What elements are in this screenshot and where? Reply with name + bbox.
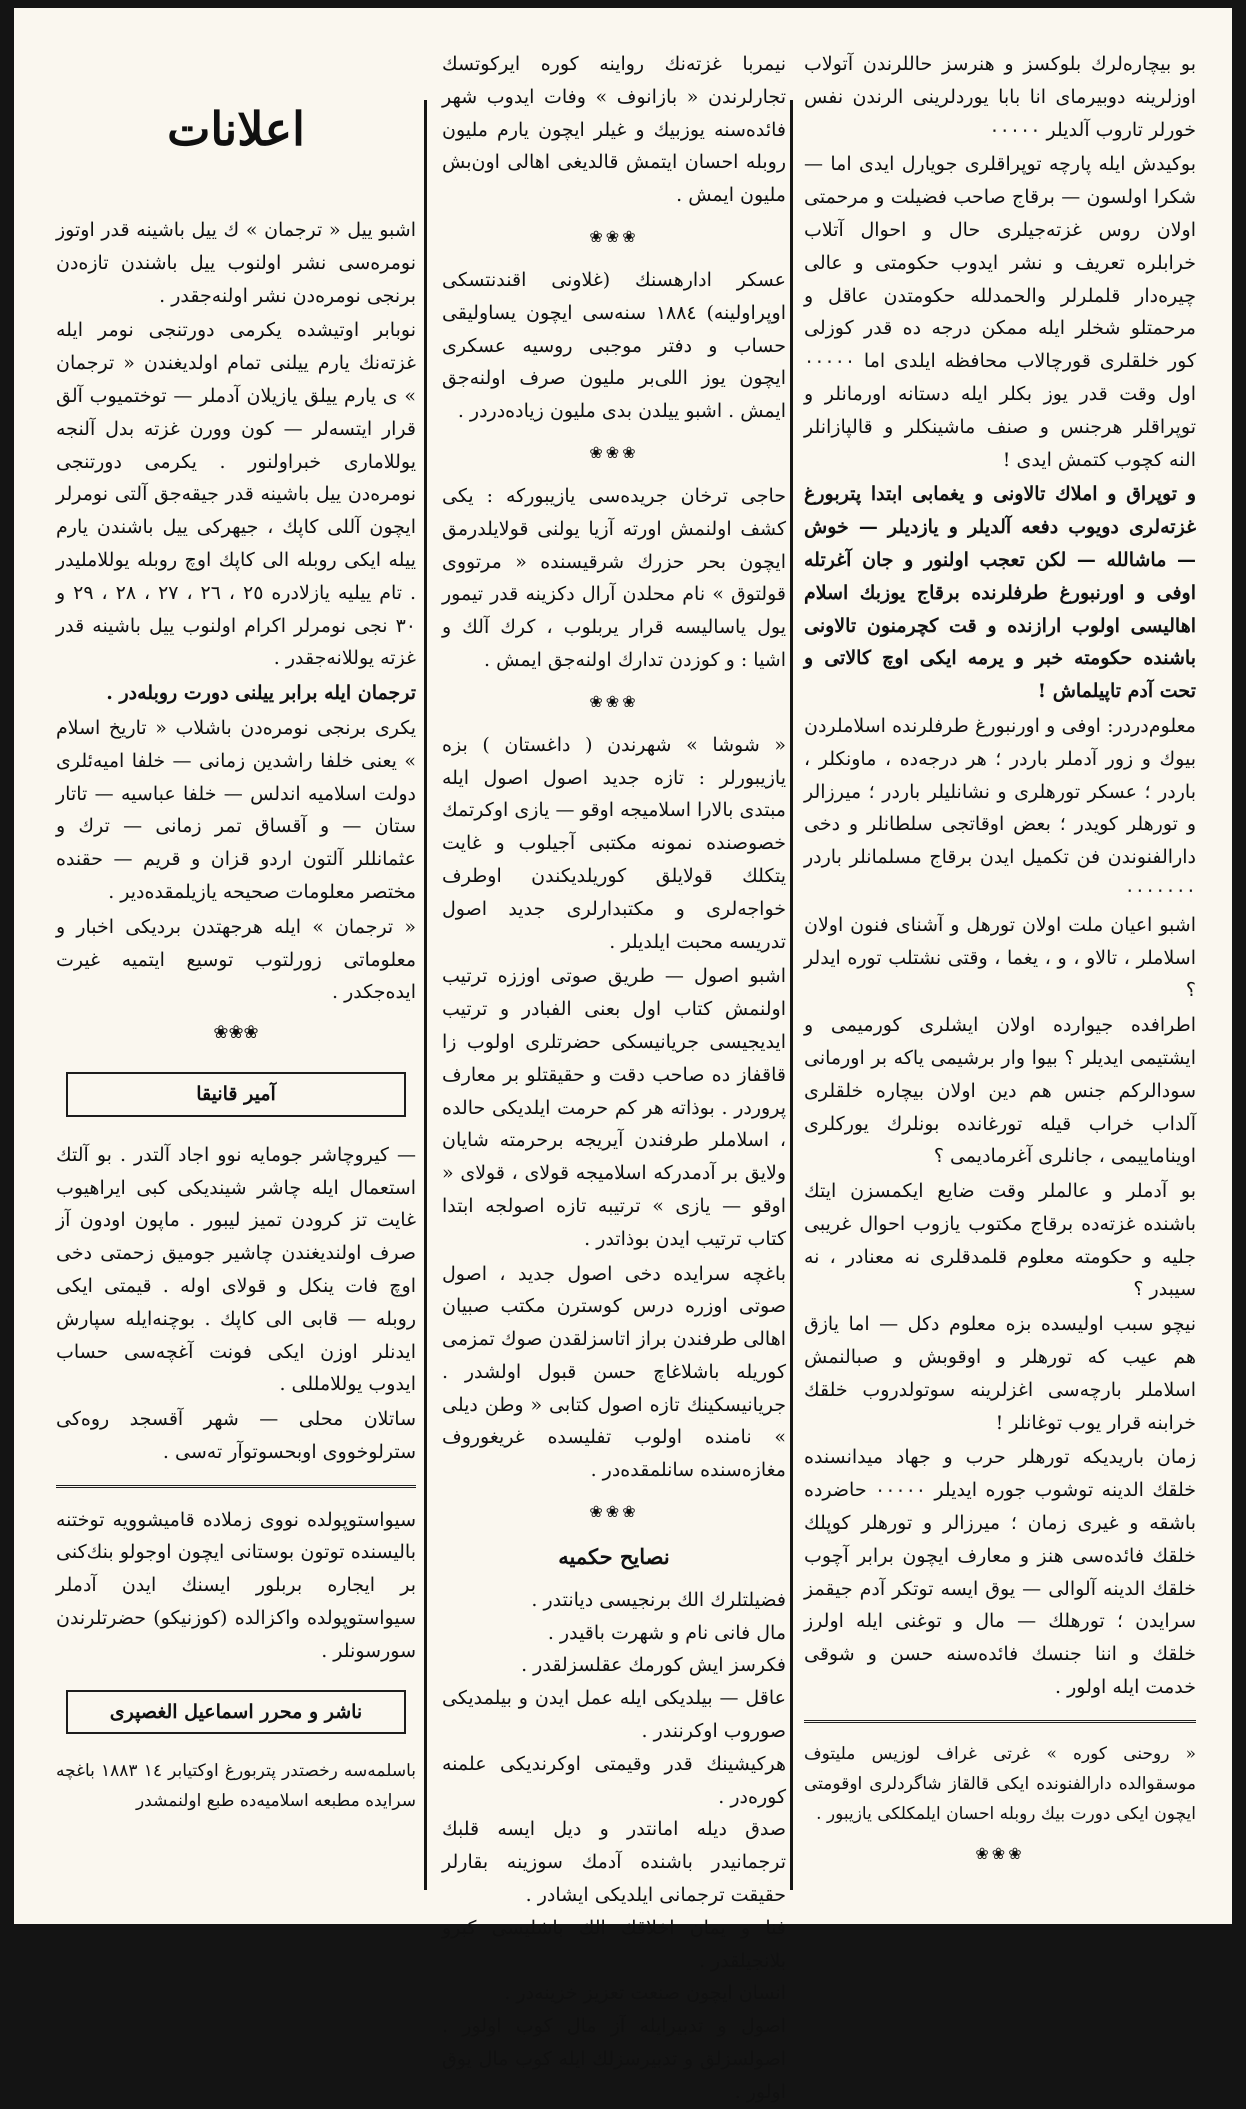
paragraph: « ترجمان » ایله هرجهتدن بردیکی اخبار و معلوماتی زورلتوب توسیع ایتمیه غیرت ایده‌جکدر .	[56, 915, 416, 1004]
list-item: انسان ایچون صنعت تعزیز خزینه‌در .	[504, 1982, 786, 2005]
paragraph: نیچو سبب اولیسده بزه معلوم دکل — اما یازق هم عیب که تورهلر و اوقوبش و صبالنمش اسلاملر بارچه‌سی اغزلرینه سوتولدروب خلقك خرابنه قرار یوب توغانلر !	[804, 1313, 1196, 1434]
paragraph: یکری برنجی نومره‌دن باشلاب « تاریخ اسلام » یعنی خلفا راشدین زمانی — خلفا امیه‌ئلری دولت اسلامیه اندلس — خلفا عباسیه — تاتار ستان — و آقساق تمر زمانی — ترك و عثمانللر آلتون اردو قزان و قریم — حقنده مختصر معلومات صحیحه یازیلمقده‌دیر .	[56, 716, 416, 903]
paragraph: اطرافده جیوارده اولان ایشلری کورمیمی و ایشتیمی ایدیلر ؟ بیوا وار برشیمی یاکه بر اورمانی سودالرکم جنس هم دین اولان بیچاره خلقلری آلداب خراب قیله تورغانده بونلرك یورکلری اویناماییمی ، جانلری آغرمادیمی ؟	[804, 1014, 1196, 1168]
section-masthead: اعلانات	[167, 102, 305, 156]
paragraph: و توپراق و املاك تالاونی و یغمابی ابتدا پتربورغ غزته‌لری دویوب دفعه آلدیلر و یازدیلر — خوش — ماشالله — لکن تعجب اولنور و جان آغرتله اوفی و اورنبورغ طرفلرنده برقاج یوزبك اسلام اهالیسی اولوب ارازنده و قت کچرمنون تالاونی باشنده حکومته خبر و یرمه ایکی اوچ کالاتی و تحت آدم تاپیلماش !	[804, 483, 1196, 703]
section-heading: نصایح حکمیه	[558, 1544, 670, 1570]
column-divider-right	[790, 100, 793, 1890]
paragraph: — کیروچاشر جومایه نوو اجاد آلتدر . بو آلتك استعمال ایله چاشر شیندیکی کبی ایراهیوب غایت تز کرودن تمیز لیبور . ماپون اودون آز صرف اولندیغندن چاشیر جومیق زحمتی دخی اوچ فات ینکل و قولای اوله . قیمتی ایکی روبله — قابی الی کاپك . بوچنه‌ایله سپارش ایدنلر اوزن ایکی فونت آغچه‌سی حساب ایدوب یوللامللی .	[56, 1143, 416, 1396]
column-left	[56, 48, 416, 1908]
newspaper-page	[14, 8, 1232, 2103]
paragraph: اشبو اعیان ملت اولان تورهل و آشنای فنون اولان اسلاملر ، تالاو ، و ، یغما ، وقتی نشتلب توره ایدلر ؟	[804, 913, 1196, 1002]
paragraph: اشبو ییل « ترجمان » ك ییل باشینه قدر اوتوز نومره‌سی نشر اولنوب ییل باشندن تازه‌دن برنجی نومره‌دن نشر اولنه‌جقدر .	[56, 219, 416, 307]
list-item: مال فانی نام و شهرت باقیدر .	[547, 1621, 786, 1644]
section-divider	[804, 1720, 1196, 1723]
ornament: ❀❀❀	[589, 442, 639, 462]
ornament: ❀❀❀	[589, 226, 639, 246]
paragraph: نوبابر اوتیشده یکرمی دورتنجی نومر ایله غزته‌نك یارم ییلنی تمام اولدیغندن « ترجمان » ی یارم ییلق یازیلان آدملر — توختمیوب آلق قرار ایتسه‌لر — کون وورن غزته بدل آلنجه یوللاماری خبراولنور . یکرمی دورتنجی نومره‌دن ییل باشینه قدر جیقه‌جق آلتی نومرلر ایچون آللی کاپك ، جیهرکی ییل باشندن یارم ییله ایکی روبله الی کاپك اوچ روبله یوللاملیدر . تام ییلیه یازلادره ۲٥ ، ۲٦ ، ۲۷ ، ۲۸ ، ۲۹ و ۳۰ نجی نومرلر اکرام اولنوب ییل باشینه قدر غزته یوللانه‌جقدر .	[56, 319, 417, 670]
paragraph: باغچه سرایده دخی اصول جدید ، اصول صوتی اوزره درس کوسترن مکتب صبیان اهالی طرفندن براز اتاسزلقدن صوك تمزمی کوریله باشلاغاچ حسن قبول اولشدر . جریانیسکینك تازه اصول کتابی « وطن دیلی » نامنده اولوب تفلیسده غریغوروف مغازه‌سنده سانلمقده‌در .	[442, 1262, 786, 1482]
column-middle	[442, 48, 786, 2103]
advert-title-box: آمیر قانیقا	[66, 1072, 406, 1117]
ornament: ❀❀❀	[589, 691, 639, 711]
list-item: عاقل — بیلدیکی ایله عمل ایدن و بیلمدیکی صوروب اوکرنندر .	[442, 1687, 786, 1743]
list-item: فکرسز ایش کورمك عقلسزلقدر .	[521, 1654, 786, 1677]
paragraph: ترجمان ایله برابر ییلنی دورت روبله‌در .	[106, 682, 416, 705]
paragraph: حاجی ترخان جریده‌سی یازیبورکه : یکی کشف اولنمش اورته آزیا یولنی قولایلدرمق ایچون بحر حزرك شرقیسنده « مرتووی قولتوق » نام محلدن آرال دکزینه قدر تیمور یول یاسالیسه قرار یربلوب ، کرك آلك و اشیا : و کوزدن تدارك اولنه‌جق ایمش .	[442, 484, 786, 671]
paragraph: بو بیچاره‌لرك بلوكسز و هنرسز حاللرندن آتولاب اوزلرینه دوبیرمای انا بابا یوردلرینی الرندن نفس خورلر تاروب آلدیلر ۰۰۰۰۰	[804, 53, 1196, 141]
list-item: هرکیشینك قدر وقیمتی اوکرندیکی علمنه کوره‌در .	[442, 1752, 786, 1808]
section-divider	[56, 1485, 416, 1488]
paragraph: بو آدملر و عالملر وقت ضایع ایکمسزن ایتك باشنده غزته‌ده برقاج مکتوب یازوب احوال غریبی جلیه و حکومته معلوم قلمدقلری نه معنادر ، نه سیبدر ؟	[804, 1180, 1196, 1301]
ornament: ❀❀❀	[589, 1502, 639, 1522]
paragraph: اشبو اصول — طریق صوتی اوززه ترتیب اولنمش کتاب اول بعنی الفبادر و ترتیب ایدیجیسی جریانیسکی حضرتلری اولوب زا قاقفاز ده صاحب دقت و حقیقتلو بر معارف پروردر . بوذاته هر کم حرمت ایلدیکی حالده ، اسلاملر طرفندن آیریجه برحرمته شایان ولایق بر آدمدرکه اسلامیجه قولای ، قولای « اوقو — یازی » ترتیبه تازه اصولجه ابتدا کتاب ترتیب ایدن بوذاتدر .	[442, 965, 786, 1250]
paragraph: زمان باریدیکه تورهلر حرب و جهاد میدانسنده خلقك الدینه توشوب جوره ایدیلر ۰۰۰۰۰ حاضرده باشقه و غیری زمان ؛ میرزالر و تورهلر كوپلك خلقك فائده‌سی هنز و معارف ایچون برابر آچوب خلقك الدینه آلوالی — یوق ایسه توتکر آدم جیقمز سرایدن ؛ تورهلك — مال و توغنی ایله اولرز خلقك و اننا جنسك فائده‌سنه حسن و شوقی خدمت ایله اولور .	[804, 1446, 1197, 1699]
column-divider-left	[424, 100, 427, 1890]
paragraph: ساتلان محلی — شهر آقسجد روه‌كی سترلوخووی اوبحسوتوآر ته‌سی .	[56, 1408, 416, 1463]
paragraph: عسکر ادارهسنك (غلاونی اقندنتسکی اوپراولینه) ۱۸۸٤ سنه‌سی ایچون یساولیقی حساب و دفتر موجبی روسیه عسکری ایچون یوز اللی‌بر ملیون صرف اولنه‌جق ایمش . اشبو ییلدن بدی ملیون زیاده‌دردر .	[442, 268, 786, 423]
paragraph: « شوشا » شهرندن ( داغستان ) بزه یازیبورلر : تازه جدید اصول اصول ایله مبتدی بالارا اسلامیجه اوقو — یازی اوکرتمك خصوصنده نمونه مکتبی آجیلوب و غایت یتکلك قولایلق کوریلدیکندن اوطرف خواجه‌لری و مکتبدارلری جدید اصول تدریسه محبت ایلدیلر .	[442, 733, 786, 953]
column-right	[804, 48, 1196, 1908]
publisher-box: ناشر و محرر اسماعیل الغصپری	[66, 1690, 406, 1735]
paragraph: سیواستوپولده نووی زملاده قامیشوویه توختنه بالیسنده توتون بوستانی ایچون اوجولو بنك‌کنی بر ایجاره بربلور ایسنك ایدن آدملر سیواستوپولده واکزالده (کوزنیکو) حضرتلرندن سورسونلر .	[56, 1508, 416, 1662]
list-item: فنا و یمان اخلاقك الك باشلیسی کبرو بلانجیلقدر .	[442, 1916, 786, 1972]
paragraph: « روحنی کوره » غرتی غراف لوزیس ملیتوف موسقوالده دارالفنونده ایکی قالقاز شاگردلری اوقومتی ایچون ایکی دورت بیك روبله احسان ایلمکلکی یازیبور .	[804, 1743, 1196, 1824]
list-item: فضیلتلرك الك برنجیسی دیانتدر .	[531, 1588, 786, 1611]
paragraph: نیمربا غزته‌نك رواینه کوره ایرکوتسك تجارلرندن « بازانوف » وفات ایدوب شهر فائده‌سنه یوزبیك و غیلر ایچون یارم ملیون روبله احسان ایتمش قالدیغی اهالی اون‌بش ملیون ایمش .	[442, 53, 786, 207]
ornament: ❀❀❀	[213, 1022, 259, 1044]
footer-imprint: باسلمه‌سه رخصتدر پتربورغ اوکتیابر ۱٤ ۱۸۸۳ باغچه سرایده مطبعه اسلامیه‌ده طبع اولنمشدر	[56, 1761, 417, 1812]
maxims-list	[442, 1584, 786, 2109]
ornament: ❀❀❀	[975, 1843, 1025, 1863]
paragraph: بوکیدش ایله پارچه توپراقلری جویارل ایدی اما — شکرا اولسون — برقاج صاحب فضیلت و مرحمتی اولان روس غزته‌جیلری حال و احوال آتلاب خرابلره تعریف و نشر ایدوب حکومتی و عالی چیره‌دار قلملرلر والحمدلله حکومتدن عاقل و مرحمتلو شخلر ایله ممکن درجه ده قدر کوزلی کور خلقلری قورچالاب محافظه ایلدی اما ۰۰۰۰۰ اول وقت قدر یوز بکلر ایله دستانه اورمانلر و توپراقلر هرجنس و صنف ماشینکلر و قالپازانلر النه کچوب کتمش ایدی !	[804, 153, 1196, 471]
list-item: اصول و تدبیرایله آز مال کوب اولور . اصولسزلق و تدبیرسزلك ایله کوب مال یوق اولور .	[442, 2015, 786, 2103]
list-item: صدق دیله امانتدر و دیل ایسه قلبك ترجمانیدر باشنده آدمك سوزینه بقارلر حقیقت ترجمانی ایلدیکی ایشادر .	[442, 1818, 786, 1907]
paragraph: معلوم‌دردر: اوفی و اورنبورغ طرفلرنده اسلاملردن بیوك و زور آدملر باردر ؛ هر درجه‌ده ، ماونکلر ، باردر ؛ عسکر تورهلری و نشانلیلر باردر ؛ میرزالر و تورهلر کویدر ؛ بعض اوقاتجی سلطانلر و دخی دارالفنوندن فن تکمیل ایدن برقاج مسلمانلر باردر ۰۰۰۰۰۰۰	[804, 714, 1196, 901]
